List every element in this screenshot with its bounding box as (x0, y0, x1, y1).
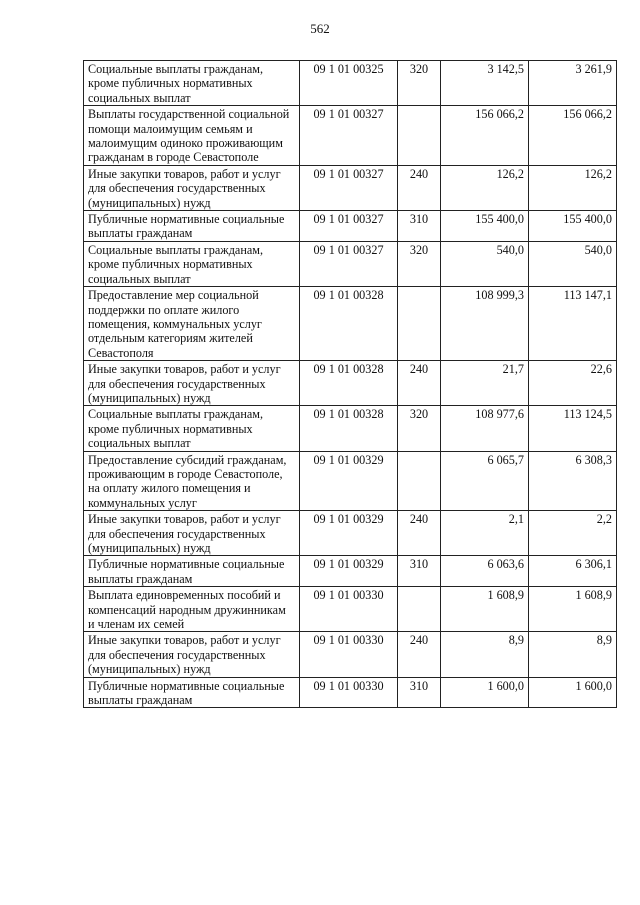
row-amount-year2-cell: 540,0 (529, 241, 617, 286)
row-expense-type-cell (398, 106, 441, 166)
row-code-cell: 09 1 01 00329 (300, 451, 398, 511)
row-amount-year1-cell: 540,0 (441, 241, 529, 286)
row-amount-year2-cell: 156 066,2 (529, 106, 617, 166)
row-amount-year1-cell: 3 142,5 (441, 61, 529, 106)
table-row (84, 406, 617, 451)
table-row (84, 361, 617, 406)
row-code-cell: 09 1 01 00327 (300, 211, 398, 242)
table-row (84, 511, 617, 556)
row-name-cell: Предоставление субсидий гражданам, проживающим в городе Севастополе, на оплату жилого помещения и коммунальных услуг (84, 451, 300, 511)
row-amount-year1-cell: 126,2 (441, 165, 529, 210)
row-expense-type-cell: 240 (398, 361, 441, 406)
page-number: 562 (310, 21, 330, 36)
table-row (84, 241, 617, 286)
row-amount-year1-cell: 156 066,2 (441, 106, 529, 166)
row-name-cell: Выплаты государственной социальной помощи малоимущим семьям и малоимущим одиноко проживающим гражданам в городе Севастополе (84, 106, 300, 166)
row-code-cell: 09 1 01 00328 (300, 361, 398, 406)
row-amount-year1-cell: 155 400,0 (441, 211, 529, 242)
table-row (84, 287, 617, 361)
row-amount-year2-cell: 1 608,9 (529, 587, 617, 632)
row-amount-year2-cell: 126,2 (529, 165, 617, 210)
row-name-cell: Иные закупки товаров, работ и услуг для обеспечения государственных (муниципальных) нужд (84, 511, 300, 556)
row-amount-year2-cell: 22,6 (529, 361, 617, 406)
row-code-cell: 09 1 01 00328 (300, 406, 398, 451)
row-code-cell: 09 1 01 00327 (300, 165, 398, 210)
row-amount-year1-cell: 1 608,9 (441, 587, 529, 632)
row-code-cell: 09 1 01 00329 (300, 556, 398, 587)
row-name-cell: Социальные выплаты гражданам, кроме публичных нормативных социальных выплат (84, 406, 300, 451)
row-name-cell: Публичные нормативные социальные выплаты гражданам (84, 677, 300, 708)
row-name-cell: Иные закупки товаров, работ и услуг для обеспечения государственных (муниципальных) нужд (84, 632, 300, 677)
row-name-cell: Социальные выплаты гражданам, кроме публичных нормативных социальных выплат (84, 61, 300, 106)
row-code-cell: 09 1 01 00330 (300, 632, 398, 677)
row-amount-year1-cell: 21,7 (441, 361, 529, 406)
row-amount-year2-cell: 3 261,9 (529, 61, 617, 106)
row-code-cell: 09 1 01 00330 (300, 587, 398, 632)
row-code-cell: 09 1 01 00327 (300, 106, 398, 166)
row-amount-year1-cell: 8,9 (441, 632, 529, 677)
row-expense-type-cell: 240 (398, 165, 441, 210)
row-code-cell: 09 1 01 00329 (300, 511, 398, 556)
row-amount-year2-cell: 8,9 (529, 632, 617, 677)
row-expense-type-cell: 320 (398, 406, 441, 451)
row-expense-type-cell: 320 (398, 61, 441, 106)
row-code-cell: 09 1 01 00327 (300, 241, 398, 286)
row-amount-year1-cell: 2,1 (441, 511, 529, 556)
row-amount-year1-cell: 108 999,3 (441, 287, 529, 361)
table-row (84, 677, 617, 708)
row-code-cell: 09 1 01 00325 (300, 61, 398, 106)
row-expense-type-cell: 310 (398, 677, 441, 708)
row-name-cell: Публичные нормативные социальные выплаты гражданам (84, 556, 300, 587)
row-name-cell: Иные закупки товаров, работ и услуг для обеспечения государственных (муниципальных) нужд (84, 361, 300, 406)
table-row (84, 451, 617, 511)
row-amount-year1-cell: 6 063,6 (441, 556, 529, 587)
row-code-cell: 09 1 01 00328 (300, 287, 398, 361)
table-row (84, 211, 617, 242)
row-name-cell: Публичные нормативные социальные выплаты гражданам (84, 211, 300, 242)
row-amount-year1-cell: 108 977,6 (441, 406, 529, 451)
budget-table-body (84, 61, 617, 708)
row-amount-year2-cell: 6 306,1 (529, 556, 617, 587)
row-amount-year2-cell: 6 308,3 (529, 451, 617, 511)
row-amount-year2-cell: 1 600,0 (529, 677, 617, 708)
table-row (84, 61, 617, 106)
row-name-cell: Иные закупки товаров, работ и услуг для обеспечения государственных (муниципальных) нужд (84, 165, 300, 210)
budget-table (83, 60, 617, 708)
row-amount-year2-cell: 2,2 (529, 511, 617, 556)
table-row (84, 632, 617, 677)
row-name-cell: Предоставление мер социальной поддержки по оплате жилого помещения, коммунальных услуг отдельным категориям жителей Севастополя (84, 287, 300, 361)
row-name-cell: Выплата единовременных пособий и компенсаций народным дружинникам и членам их семей (84, 587, 300, 632)
row-amount-year1-cell: 1 600,0 (441, 677, 529, 708)
row-name-cell: Социальные выплаты гражданам, кроме публичных нормативных социальных выплат (84, 241, 300, 286)
table-row (84, 587, 617, 632)
table-row (84, 106, 617, 166)
row-amount-year2-cell: 155 400,0 (529, 211, 617, 242)
row-expense-type-cell (398, 587, 441, 632)
row-expense-type-cell: 320 (398, 241, 441, 286)
row-code-cell: 09 1 01 00330 (300, 677, 398, 708)
table-row (84, 556, 617, 587)
row-expense-type-cell: 240 (398, 511, 441, 556)
row-expense-type-cell (398, 287, 441, 361)
table-row (84, 165, 617, 210)
row-amount-year2-cell: 113 124,5 (529, 406, 617, 451)
row-amount-year1-cell: 6 065,7 (441, 451, 529, 511)
row-expense-type-cell: 310 (398, 211, 441, 242)
row-amount-year2-cell: 113 147,1 (529, 287, 617, 361)
row-expense-type-cell: 240 (398, 632, 441, 677)
row-expense-type-cell: 310 (398, 556, 441, 587)
row-expense-type-cell (398, 451, 441, 511)
